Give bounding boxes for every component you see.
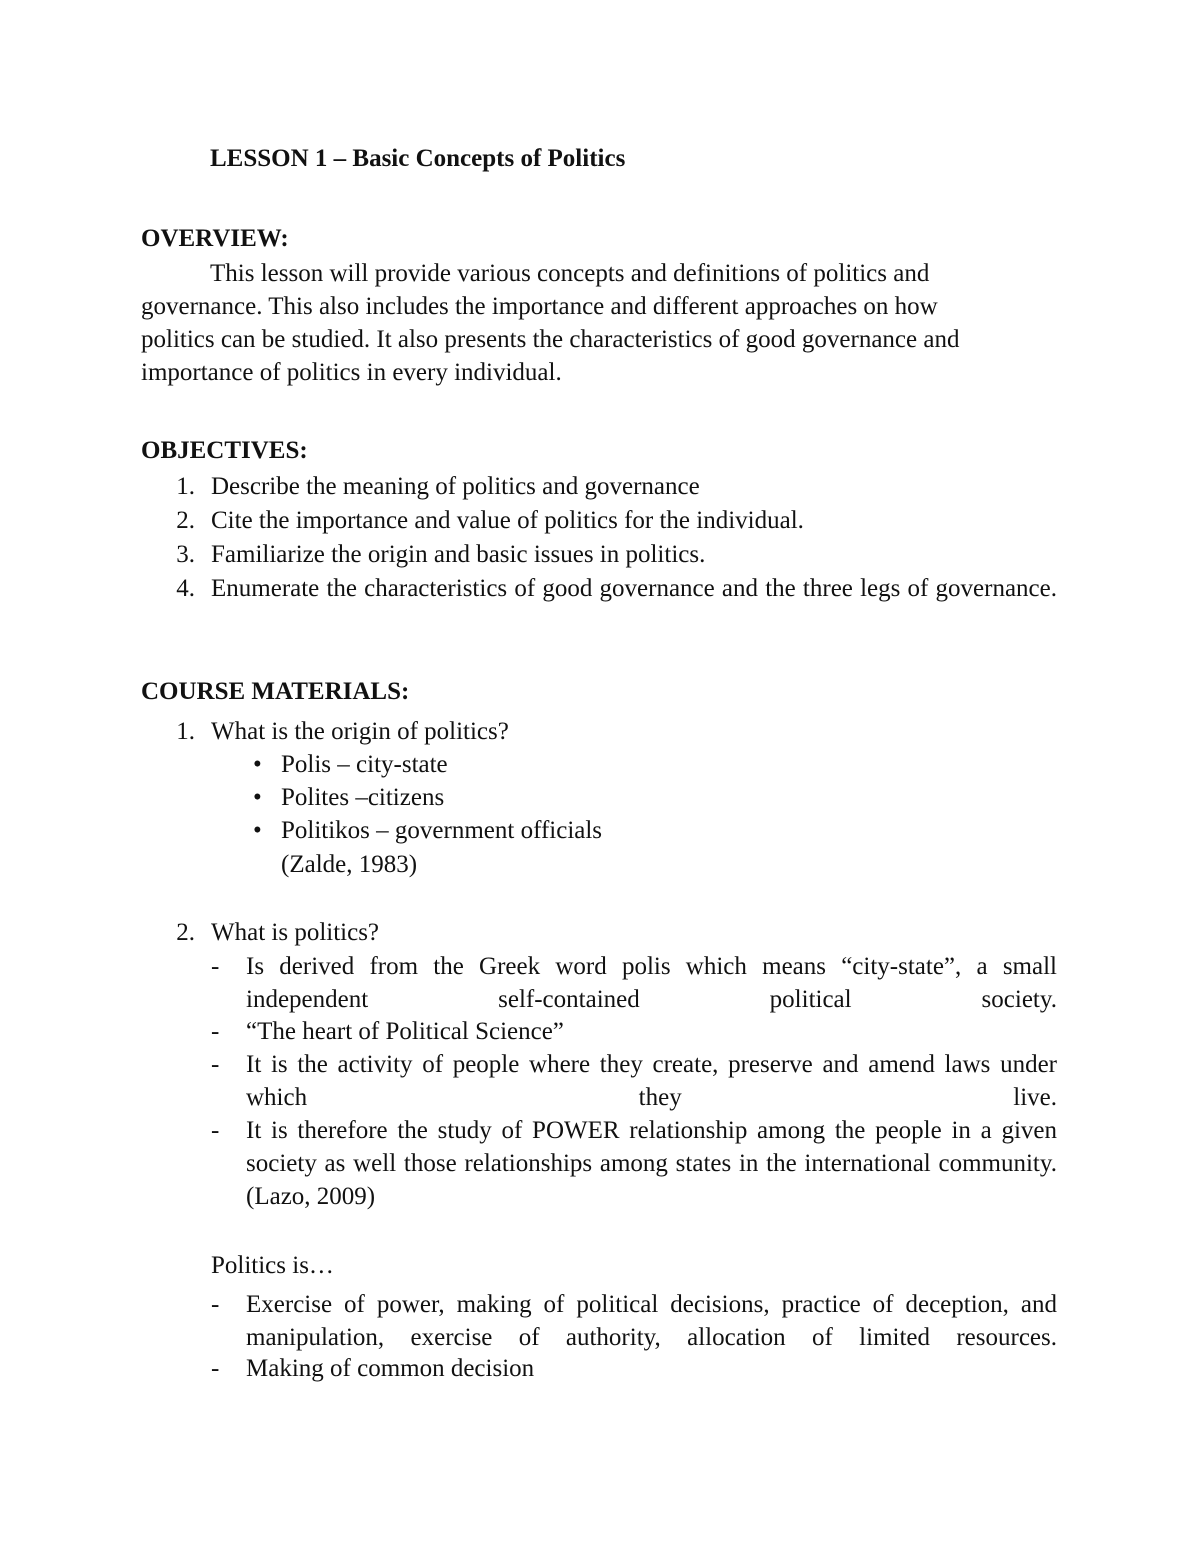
objective-item: Familiarize the origin and basic issues in politics. (211, 541, 706, 568)
bullet-icon: • (253, 751, 262, 778)
overview-line-3: politics can be studied. It also presents the characteristics of good governance and (141, 326, 960, 353)
dash-marker: - (211, 1117, 220, 1144)
objective-number: 3. (176, 541, 195, 568)
dash-item: It is therefore the study of POWER relationship among the people in a given society as well those relationships among states in the international community. (Lazo, 2009) (246, 1117, 1057, 1210)
dash-marker: - (211, 1051, 220, 1078)
objective-number: 2. (176, 507, 195, 534)
objective-item: Enumerate the characteristics of good governance and the three legs of governance. (211, 575, 1057, 602)
dash-marker: - (211, 1291, 220, 1318)
dash-item: Exercise of power, making of political decisions, practice of deception, and manipulation, exercise of authority, allocation of limited resources. (246, 1291, 1057, 1351)
bullet-icon: • (253, 817, 262, 844)
overview-heading: OVERVIEW: (141, 225, 289, 252)
dash-marker: - (211, 1355, 220, 1382)
citation: (Zalde, 1983) (281, 851, 418, 878)
course-materials-heading: COURSE MATERIALS: (141, 678, 410, 705)
question-number: 2. (176, 919, 195, 946)
bullet-item: Polis – city-state (281, 751, 448, 778)
dash-item: It is the activity of people where they create, preserve and amend laws under which they live. (246, 1051, 1057, 1111)
dash-item: Making of common decision (246, 1355, 535, 1382)
objective-item: Describe the meaning of politics and governance (211, 473, 700, 500)
dash-marker: - (211, 1018, 220, 1045)
objective-number: 1. (176, 473, 195, 500)
bullet-item: Polites –citizens (281, 784, 445, 811)
question-origin-of-politics: What is the origin of politics? (211, 718, 509, 745)
dash-item: “The heart of Political Science” (246, 1018, 564, 1045)
bullet-icon: • (253, 784, 262, 811)
question-what-is-politics: What is politics? (211, 919, 380, 946)
objective-number: 4. (176, 575, 195, 602)
overview-line-2: governance. This also includes the importance and different approaches on how (141, 293, 938, 320)
politics-is-label: Politics is… (211, 1252, 334, 1279)
dash-item: Is derived from the Greek word polis which means “city-state”, a small independent self-contained political society. (246, 953, 1057, 1013)
objectives-heading: OBJECTIVES: (141, 437, 308, 464)
lesson-title: LESSON 1 – Basic Concepts of Politics (210, 145, 626, 172)
overview-line-1: This lesson will provide various concepts and definitions of politics and (210, 260, 930, 287)
question-number: 1. (176, 718, 195, 745)
overview-line-4: importance of politics in every individual. (141, 359, 562, 386)
dash-marker: - (211, 953, 220, 980)
bullet-item: Politikos – government officials (281, 817, 603, 844)
objective-item: Cite the importance and value of politics for the individual. (211, 507, 804, 534)
